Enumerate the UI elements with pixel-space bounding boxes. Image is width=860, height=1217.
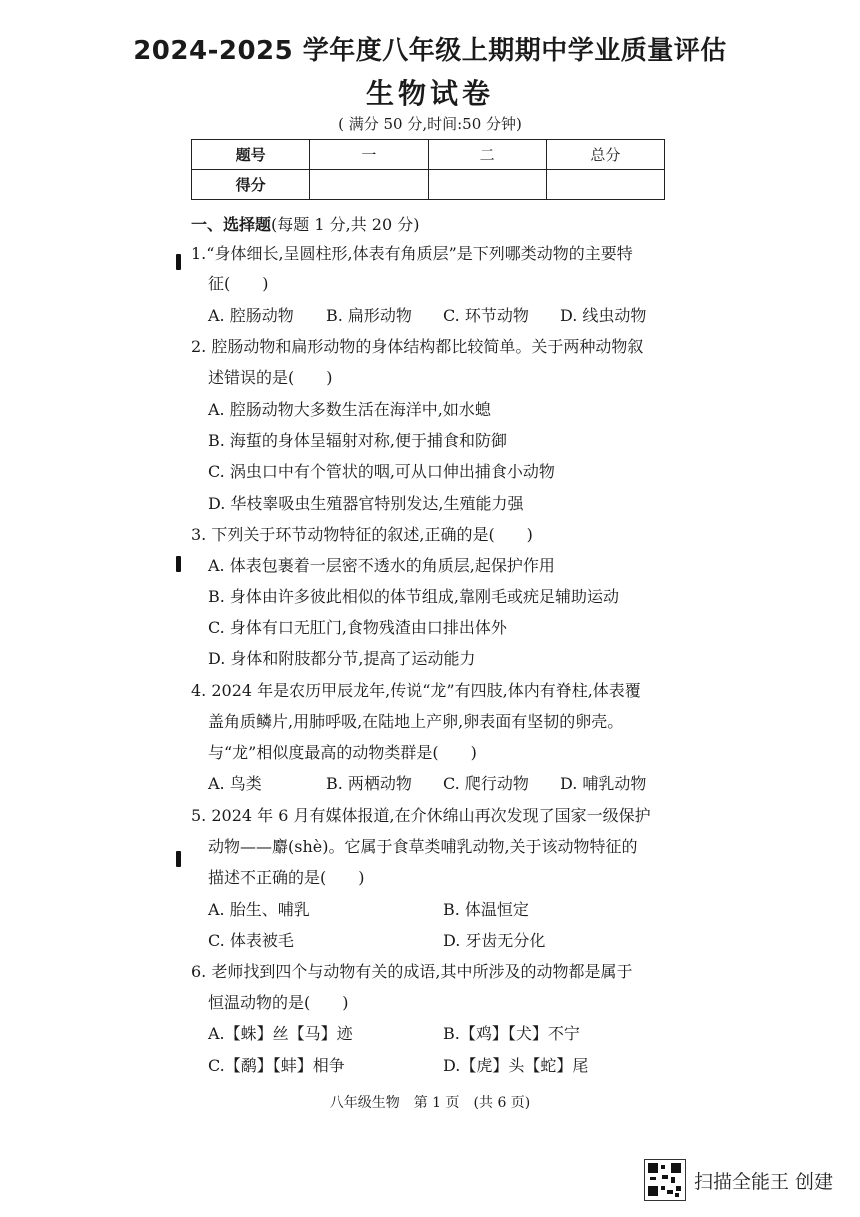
scan-mark — [176, 851, 181, 867]
question-1-options — [208, 305, 678, 327]
option-c[interactable]: C. 身体有口无肛门,食物残渣由口排出体外 — [208, 618, 507, 637]
question-1-line: 1.“身体细长,呈圆柱形,体表有角质层”是下列哪类动物的主要特 — [191, 244, 633, 263]
option-c[interactable]: C. 涡虫口中有个管状的咽,可从口伸出捕食小动物 — [208, 462, 555, 481]
question-6-options-row2 — [208, 1055, 678, 1077]
scanner-watermark — [644, 1160, 833, 1200]
option-b[interactable]: B.【鸡】【犬】不宁 — [443, 1024, 580, 1043]
score-table — [191, 139, 665, 200]
score-header-cell: 二 — [428, 140, 546, 170]
question-6-line: 恒温动物的是( ) — [208, 993, 349, 1012]
question-4-options — [208, 773, 678, 795]
score-table-score-row — [192, 170, 665, 200]
score-header-cell: 总分 — [546, 140, 664, 170]
question-6-options-row1 — [208, 1023, 678, 1045]
section-points: (每题 1 分,共 20 分) — [271, 215, 420, 234]
question-3-line: 3. 下列关于环节动物特征的叙述,正确的是( ) — [191, 525, 533, 544]
option-a[interactable]: A. 腔肠动物 — [208, 306, 294, 325]
option-b[interactable]: B. 身体由许多彼此相似的体节组成,靠刚毛或疣足辅助运动 — [208, 587, 620, 606]
watermark-text: 扫描全能王 创建 — [694, 1170, 834, 1193]
question-4-line: 盖角质鳞片,用肺呼吸,在陆地上产卵,卵表面有坚韧的卵壳。 — [208, 712, 624, 731]
option-c[interactable]: C.【鹬】【蚌】相争 — [208, 1056, 345, 1075]
question-2-line: 述错误的是( ) — [208, 368, 333, 387]
page-footer: 八年级生物 第 1 页 (共 6 页) — [329, 1095, 531, 1111]
option-a[interactable]: A. 胎生、哺乳 — [208, 900, 310, 919]
question-4-line: 4. 2024 年是农历甲辰龙年,传说“龙”有四肢,体内有脊柱,体表覆 — [191, 681, 641, 700]
option-a[interactable]: A. 体表包裹着一层密不透水的角质层,起保护作用 — [208, 556, 555, 575]
option-c[interactable]: C. 环节动物 — [443, 306, 529, 325]
qr-code-icon — [644, 1159, 686, 1201]
option-c[interactable]: C. 体表被毛 — [208, 931, 294, 950]
score-cell[interactable] — [546, 170, 664, 200]
score-cell[interactable] — [310, 170, 428, 200]
option-b[interactable]: B. 两栖动物 — [326, 774, 412, 793]
score-row-label: 得分 — [192, 170, 310, 200]
question-5-line: 描述不正确的是( ) — [208, 868, 365, 887]
exam-title: 2024-2025 学年度八年级上期期中学业质量评估 — [133, 36, 727, 66]
option-d[interactable]: D. 线虫动物 — [560, 306, 647, 325]
question-5-line: 5. 2024 年 6 月有媒体报道,在介休绵山再次发现了国家一级保护 — [191, 806, 651, 825]
score-cell[interactable] — [428, 170, 546, 200]
score-header-cell: 一 — [310, 140, 428, 170]
section-title: 一、选择题 — [191, 215, 272, 234]
scan-mark — [176, 556, 181, 572]
scan-mark — [176, 254, 181, 270]
option-a[interactable]: A. 鸟类 — [208, 774, 262, 793]
section-heading — [191, 212, 419, 235]
option-d[interactable]: D. 华枝睾吸虫生殖器官特别发达,生殖能力强 — [208, 494, 524, 513]
question-5-options-row1 — [208, 899, 678, 921]
option-d[interactable]: D. 身体和附肢都分节,提高了运动能力 — [208, 649, 476, 668]
question-4-line: 与“龙”相似度最高的动物类群是( ) — [208, 743, 477, 762]
option-b[interactable]: B. 扁形动物 — [326, 306, 412, 325]
question-6-line: 6. 老师找到四个与动物有关的成语,其中所涉及的动物都是属于 — [191, 962, 633, 981]
option-a[interactable]: A. 腔肠动物大多数生活在海洋中,如水螅 — [208, 400, 491, 419]
exam-subject: 生物试卷 — [365, 77, 494, 110]
option-b[interactable]: B. 体温恒定 — [443, 900, 529, 919]
exam-meta: ( 满分 50 分,时间:50 分钟) — [338, 115, 522, 133]
option-c[interactable]: C. 爬行动物 — [443, 774, 529, 793]
option-d[interactable]: D.【虎】头【蛇】尾 — [443, 1056, 589, 1075]
question-2-line: 2. 腔肠动物和扁形动物的身体结构都比较简单。关于两种动物叙 — [191, 337, 644, 356]
option-d[interactable]: D. 哺乳动物 — [560, 774, 647, 793]
option-b[interactable]: B. 海蜇的身体呈辐射对称,便于捕食和防御 — [208, 431, 508, 450]
option-d[interactable]: D. 牙齿无分化 — [443, 931, 546, 950]
score-table-header-row — [192, 140, 665, 170]
question-5-options-row2 — [208, 930, 678, 952]
score-header-cell: 题号 — [192, 140, 310, 170]
question-1-line: 征( ) — [208, 274, 269, 293]
question-5-line: 动物——麝(shè)。它属于食草类哺乳动物,关于该动物特征的 — [208, 837, 638, 856]
option-a[interactable]: A.【蛛】丝【马】迹 — [208, 1024, 353, 1043]
